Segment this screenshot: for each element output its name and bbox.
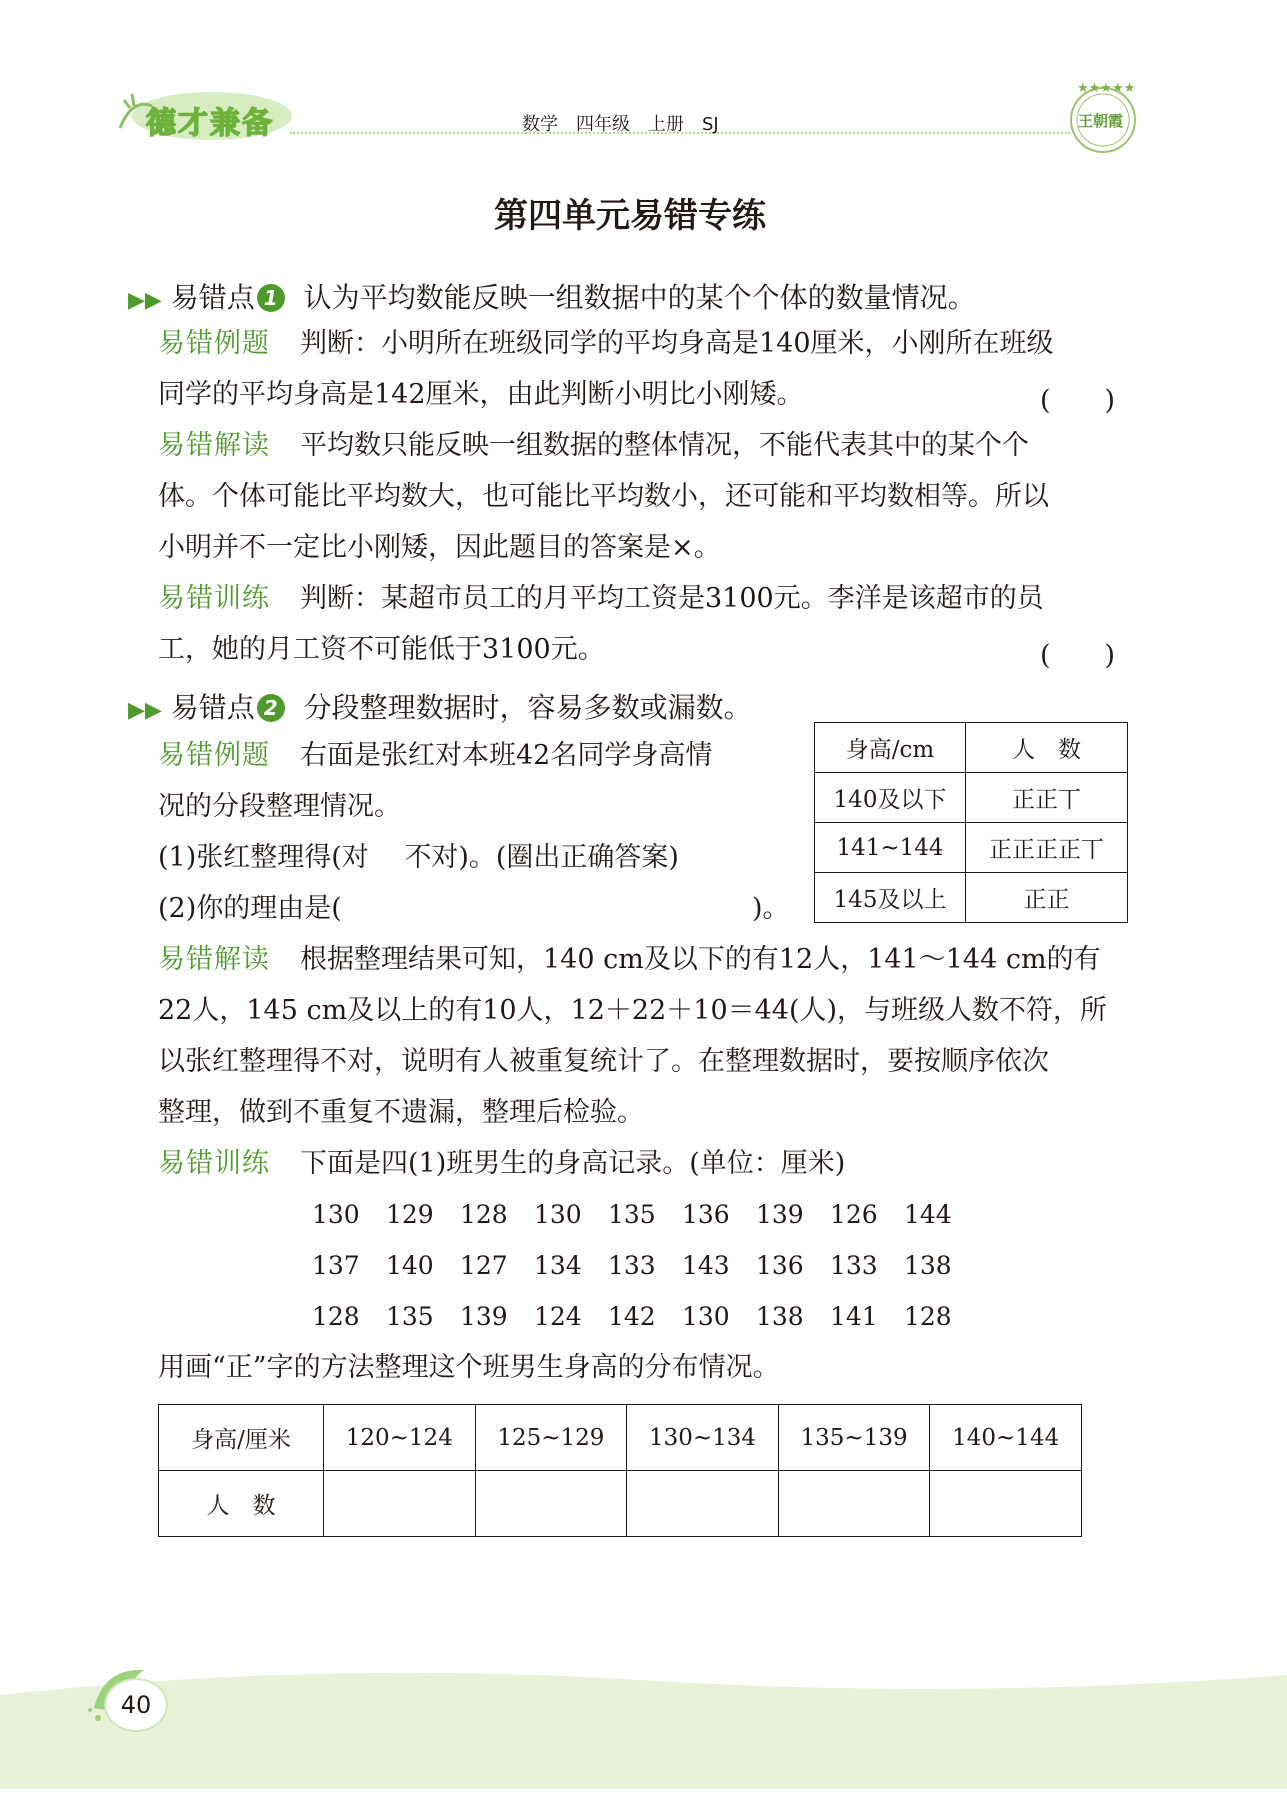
height-value: 134 [534,1251,582,1280]
height-value: 130 [682,1302,730,1331]
height-value: 130 [534,1200,582,1229]
explain-line-3: 小明并不一定比小刚矮，因此题目的答案是×。 [158,532,721,563]
tally-marks: 正正丅 [966,773,1128,823]
answer-cell[interactable] [778,1471,930,1537]
tally-range: 145及以上 [815,873,966,923]
answer-range: 140~144 [930,1405,1082,1471]
example-text: 右面是张红对本班42名同学身高情 [300,740,713,771]
height-value: 138 [756,1302,804,1331]
example2-line-1 [158,739,712,773]
height-value: 127 [460,1251,508,1280]
answer-cell[interactable] [930,1471,1082,1537]
example-tag: 易错例题 [158,740,270,771]
height-value: 138 [904,1251,952,1280]
seal-name: 王朝霞 [1078,112,1124,130]
answer-paren-2[interactable]: ( ) [1040,640,1116,671]
tally-marks: 正正正正丅 [966,823,1128,873]
answer-cell[interactable] [627,1471,779,1537]
height-value: 136 [756,1251,804,1280]
train-tag: 易错训练 [158,583,270,614]
height-value: 128 [904,1302,952,1331]
answer-header-label: 身高/厘米 [159,1405,324,1471]
height-value: 139 [756,1200,804,1229]
height-value: 135 [608,1200,656,1229]
explain2-line-4: 整理，做到不重复不遗漏，整理后检验。 [158,1097,644,1128]
answer-range: 130~134 [627,1405,779,1471]
mistake-point-1-heading [128,276,976,316]
page-title: 第四单元易错专练 [494,196,766,236]
height-value: 136 [682,1200,730,1229]
heading-number-badge: 1 [257,284,285,312]
explain-text: 平均数只能反映一组数据的整体情况，不能代表其中的某个个 [300,430,1029,461]
train-text: 判断：某超市员工的月平均工资是3100元。李洋是该超市的员 [300,583,1044,614]
height-value: 124 [534,1302,582,1331]
example2-question-2-open: (2)你的理由是( [158,893,342,924]
height-value: 137 [312,1251,360,1280]
answer-range: 135~139 [778,1405,930,1471]
example2-question-1[interactable]: (1)张红整理得(对 不对)。(圈出正确答案) [158,842,679,873]
page-number: 40 [104,1678,168,1732]
double-arrow-icon: ▶▶ [128,288,162,313]
train-line-1 [158,582,1044,616]
header-subject: 数学 四年级 上册 SJ [522,114,719,135]
answer-table [158,1404,1082,1537]
explain-line-1 [158,429,1029,463]
height-value: 128 [460,1200,508,1229]
height-value: 140 [386,1251,434,1280]
heading-text: 认为平均数能反映一组数据中的某个个体的数量情况。 [303,281,976,314]
footer-background [0,1640,1287,1789]
heading-label: 易错点 [170,691,255,724]
seal-logo [1064,78,1142,156]
mistake-point-2-heading [128,686,752,726]
height-value: 133 [608,1251,656,1280]
explain-line-2: 体。个体可能比平均数大，也可能比平均数小，还可能和平均数相等。所以 [158,481,1049,512]
tally-range: 140及以下 [815,773,966,823]
train2-line-1 [158,1147,845,1181]
height-value: 144 [904,1200,952,1229]
heading-number-badge: 2 [257,694,285,722]
explain-tag: 易错解读 [158,944,270,975]
answer-cell[interactable] [475,1471,627,1537]
answer-cell[interactable] [324,1471,476,1537]
brand-logo [112,88,292,144]
heading-label: 易错点 [170,281,255,314]
answer-paren-1[interactable]: ( ) [1040,385,1116,416]
example2-line-2: 况的分段整理情况。 [158,791,401,822]
height-record-row [312,1251,978,1280]
double-arrow-icon: ▶▶ [128,698,162,723]
height-value: 129 [386,1200,434,1229]
tally-marks: 正正 [966,873,1128,923]
answer-count-label: 人 数 [159,1471,324,1537]
tally-table [814,722,1128,923]
example-line-2: 同学的平均身高是142厘米，由此判断小明比小刚矮。 [158,379,804,410]
example-line-1 [158,327,1054,361]
train-line-2: 工，她的月工资不可能低于3100元。 [158,634,605,665]
heading-text: 分段整理数据时，容易多数或漏数。 [303,691,752,724]
svg-text:★★★★★: ★★★★★ [1077,81,1136,96]
example-tag: 易错例题 [158,328,270,359]
height-value: 135 [386,1302,434,1331]
answer-range: 125~129 [475,1405,627,1471]
train-text: 下面是四(1)班男生的身高记录。(单位：厘米) [300,1148,846,1179]
instruction-line: 用画“正”字的方法整理这个班男生身高的分布情况。 [158,1352,780,1383]
example2-answer-blank[interactable] [380,892,750,926]
tally-header-count: 人 数 [966,723,1128,773]
height-record-row [312,1302,978,1331]
height-value: 139 [460,1302,508,1331]
explain-text: 根据整理结果可知，140 cm及以下的有12人，141～144 cm的有 [300,944,1101,975]
height-value: 130 [312,1200,360,1229]
height-value: 141 [830,1302,878,1331]
explain2-line-1 [158,943,1101,977]
height-value: 133 [830,1251,878,1280]
explain2-line-3: 以张红整理得不对，说明有人被重复统计了。在整理数据时，要按顺序依次 [158,1046,1049,1077]
explain2-line-2: 22人，145 cm及以上的有10人，12＋22＋10＝44(人)，与班级人数不符，所 [158,995,1108,1026]
height-value: 128 [312,1302,360,1331]
answer-range: 120~124 [324,1405,476,1471]
height-record-row [312,1200,978,1229]
brand-text: 德才兼备 [146,106,274,141]
height-value: 142 [608,1302,656,1331]
example2-question-2-close: )。 [752,893,790,924]
tally-range: 141~144 [815,823,966,873]
footer-wave-shape [0,1640,1287,1789]
train-tag: 易错训练 [158,1148,270,1179]
height-value: 143 [682,1251,730,1280]
explain-tag: 易错解读 [158,430,270,461]
example-text: 判断：小明所在班级同学的平均身高是140厘米，小刚所在班级 [300,328,1054,359]
height-value: 126 [830,1200,878,1229]
tally-header-height: 身高/cm [815,723,966,773]
